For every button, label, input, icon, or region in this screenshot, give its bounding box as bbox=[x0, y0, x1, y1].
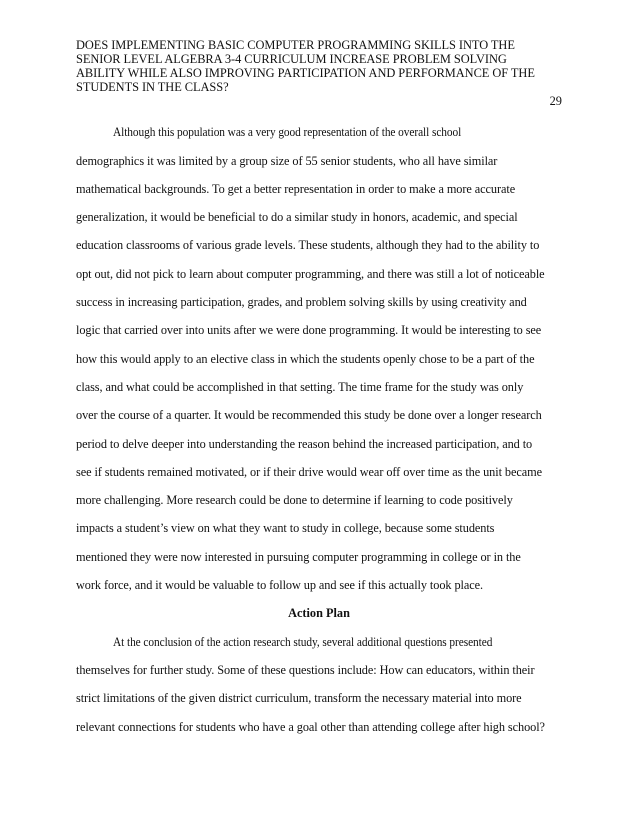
paragraph-line: education classrooms of various grade levels. These students, although they had to the ability to bbox=[76, 238, 540, 252]
paragraph-line: relevant connections for students who have a goal other than attending college after high school? bbox=[76, 720, 545, 734]
paragraph-line: class, and what could be accomplished in that setting. The time frame for the study was only bbox=[76, 380, 524, 394]
paragraph-line: over the course of a quarter. It would be recommended this study be done over a longer research bbox=[76, 408, 542, 422]
paragraph-line: themselves for further study. Some of these questions include: How can educators, within their bbox=[76, 663, 535, 677]
paragraph-line: opt out, did not pick to learn about computer programming, and there was still a lot of noticeable bbox=[76, 267, 545, 281]
running-head-line: STUDENTS IN THE CLASS? bbox=[76, 79, 229, 94]
paragraph-line: Although this population was a very good representation of the overall school bbox=[113, 125, 462, 139]
paragraph-line: impacts a student’s view on what they want to study in college, because some students bbox=[76, 521, 495, 535]
running-head-line: ABILITY WHILE ALSO IMPROVING PARTICIPATION AND PERFORMANCE OF THE bbox=[76, 65, 535, 80]
running-head-line: DOES IMPLEMENTING BASIC COMPUTER PROGRAMMING SKILLS INTO THE bbox=[76, 38, 515, 52]
paragraph-line: mathematical backgrounds. To get a better representation in order to make a more accurate bbox=[76, 182, 516, 196]
paragraph-line: success in increasing participation, grades, and problem solving skills by using creativity and bbox=[76, 295, 527, 309]
paragraph-line: period to delve deeper into understanding the reason behind the increased participation, and to bbox=[76, 437, 533, 451]
page-number: 29 bbox=[549, 94, 562, 108]
section-heading: Action Plan bbox=[288, 606, 350, 620]
paragraph-line: demographics it was limited by a group size of 55 senior students, who all have similar bbox=[76, 154, 498, 168]
paragraph-line: how this would apply to an elective class in which the students openly chose to be a part of the bbox=[76, 352, 535, 366]
running-head bbox=[76, 39, 546, 95]
paragraph-line: work force, and it would be valuable to follow up and see if this actually took place. bbox=[76, 578, 483, 592]
paragraph-line: more challenging. More research could be done to determine if learning to code positively bbox=[76, 493, 513, 507]
paragraph-line: logic that carried over into units after we were done programming. It would be interesting to see bbox=[76, 323, 542, 337]
running-head-line: SENIOR LEVEL ALGEBRA 3-4 CURRICULUM INCREASE PROBLEM SOLVING bbox=[76, 51, 507, 66]
paragraph-line: At the conclusion of the action research study, several additional questions presented bbox=[113, 635, 493, 649]
paragraph-line: generalization, it would be beneficial to do a similar study in honors, academic, and special bbox=[76, 210, 518, 224]
paragraph-line: mentioned they were now interested in pursuing computer programming in college or in the bbox=[76, 550, 521, 564]
paragraph-line: see if students remained motivated, or if their drive would wear off over time as the unit became bbox=[76, 465, 542, 479]
paragraph-line: strict limitations of the given district curriculum, transform the necessary material into more bbox=[76, 691, 522, 705]
